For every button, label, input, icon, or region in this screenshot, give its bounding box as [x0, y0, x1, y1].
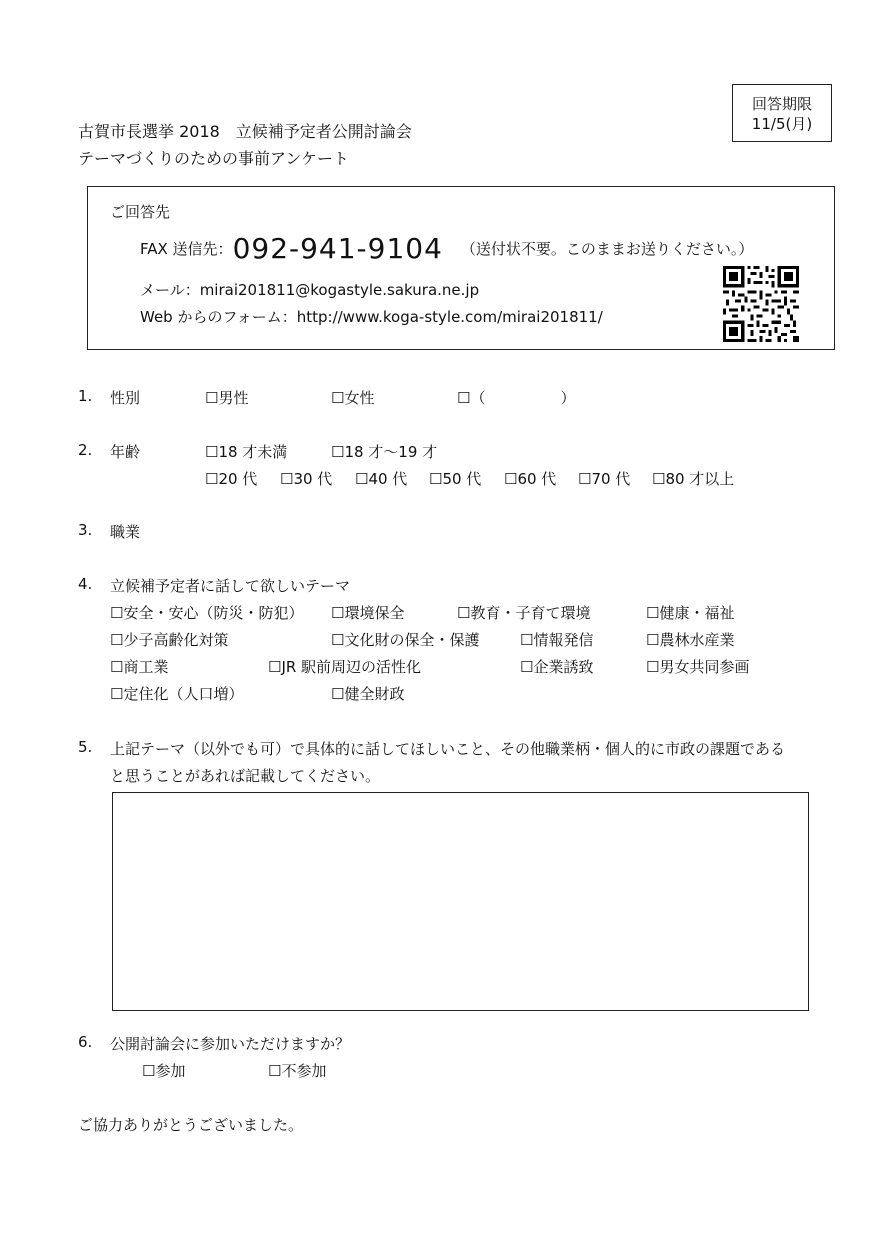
q4-option-finance[interactable]: ☐健全財政 — [331, 685, 405, 703]
qr-code-icon — [723, 266, 799, 342]
q1-number: 1. — [78, 387, 93, 405]
q6-label: 公開討論会に参加いただけますか？ — [110, 1035, 351, 1053]
q2-option-70s[interactable]: ☐70 代 — [578, 470, 631, 488]
q5-number: 5. — [78, 738, 93, 756]
q4-option-info[interactable]: ☐情報発信 — [520, 631, 594, 649]
q2-option-50s[interactable]: ☐50 代 — [429, 470, 482, 488]
q1-option-male[interactable]: ☐男性 — [205, 389, 249, 407]
q3-number: 3. — [78, 521, 93, 539]
q4-option-health[interactable]: ☐健康・福祉 — [646, 604, 735, 622]
fax-note: （送付状不要。このままお送りください。） — [460, 240, 754, 258]
q2-option-under18[interactable]: ☐18 才未満 — [205, 443, 288, 461]
fax-line — [140, 232, 753, 265]
q4-option-station[interactable]: ☐JR 駅前周辺の活性化 — [268, 658, 422, 676]
q2-option-80plus[interactable]: ☐80 才以上 — [652, 470, 735, 488]
q2-option-30s[interactable]: ☐30 代 — [280, 470, 333, 488]
q5-answer-box[interactable] — [112, 792, 809, 1011]
q4-option-agriculture[interactable]: ☐農林水産業 — [646, 631, 735, 649]
q2-option-20s[interactable]: ☐20 代 — [205, 470, 258, 488]
q1-option-female[interactable]: ☐女性 — [331, 389, 375, 407]
q4-option-commerce[interactable]: ☐商工業 — [110, 658, 169, 676]
q2-option-18to19[interactable]: ☐18 才～19 才 — [331, 443, 438, 461]
mail-address[interactable]: メール：mirai201811@kogastyle.sakura.ne.jp — [140, 281, 480, 299]
fax-label: FAX 送信先： — [140, 240, 233, 258]
q4-option-business[interactable]: ☐企業誘致 — [520, 658, 594, 676]
q1-label: 性別 — [110, 389, 141, 407]
q1-option-other[interactable]: ☐（ ） — [457, 389, 576, 407]
fax-number: 092-941-9104 — [232, 232, 443, 265]
q2-number: 2. — [78, 441, 93, 459]
q4-option-education[interactable]: ☐教育・子育て環境 — [457, 604, 591, 622]
q5-label-line1: 上記テーマ（以外でも可）で具体的に話してほしいこと、その他職業柄・個人的に市政の課題である — [110, 740, 786, 758]
q6-option-attend[interactable]: ☐参加 — [142, 1062, 186, 1080]
q4-option-settlement[interactable]: ☐定住化（人口増） — [110, 685, 244, 703]
q4-number: 4. — [78, 575, 93, 593]
deadline-box — [732, 84, 832, 142]
deadline-date: 11/5(月) — [751, 115, 813, 133]
q4-option-aging[interactable]: ☐少子高齢化対策 — [110, 631, 229, 649]
q4-option-cultural[interactable]: ☐文化財の保全・保護 — [331, 631, 480, 649]
q4-option-gender[interactable]: ☐男女共同参画 — [646, 658, 750, 676]
q3-label: 職業 — [110, 523, 141, 541]
q6-number: 6. — [78, 1033, 93, 1051]
contact-heading: ご回答先 — [110, 203, 171, 221]
q4-option-safety[interactable]: ☐安全・安心（防災・防犯） — [110, 604, 304, 622]
q6-option-not-attend[interactable]: ☐不参加 — [268, 1062, 327, 1080]
thanks-message: ご協力ありがとうございました。 — [78, 1116, 304, 1134]
q2-option-60s[interactable]: ☐60 代 — [504, 470, 557, 488]
survey-title: 古賀市長選挙 2018 立候補予定者公開討論会 — [78, 122, 412, 141]
q2-label: 年齢 — [110, 443, 141, 461]
web-form-url[interactable]: Web からのフォーム：http://www.koga-style.com/mirai201811/ — [140, 308, 603, 326]
survey-subtitle: テーマづくりのための事前アンケート — [78, 149, 350, 168]
q5-label-line2: と思うことがあれば記載してください。 — [110, 767, 381, 785]
q2-option-40s[interactable]: ☐40 代 — [355, 470, 408, 488]
q4-label: 立候補予定者に話して欲しいテーマ — [110, 577, 351, 595]
q4-option-environment[interactable]: ☐環境保全 — [331, 604, 405, 622]
deadline-label: 回答期限 — [751, 95, 812, 113]
